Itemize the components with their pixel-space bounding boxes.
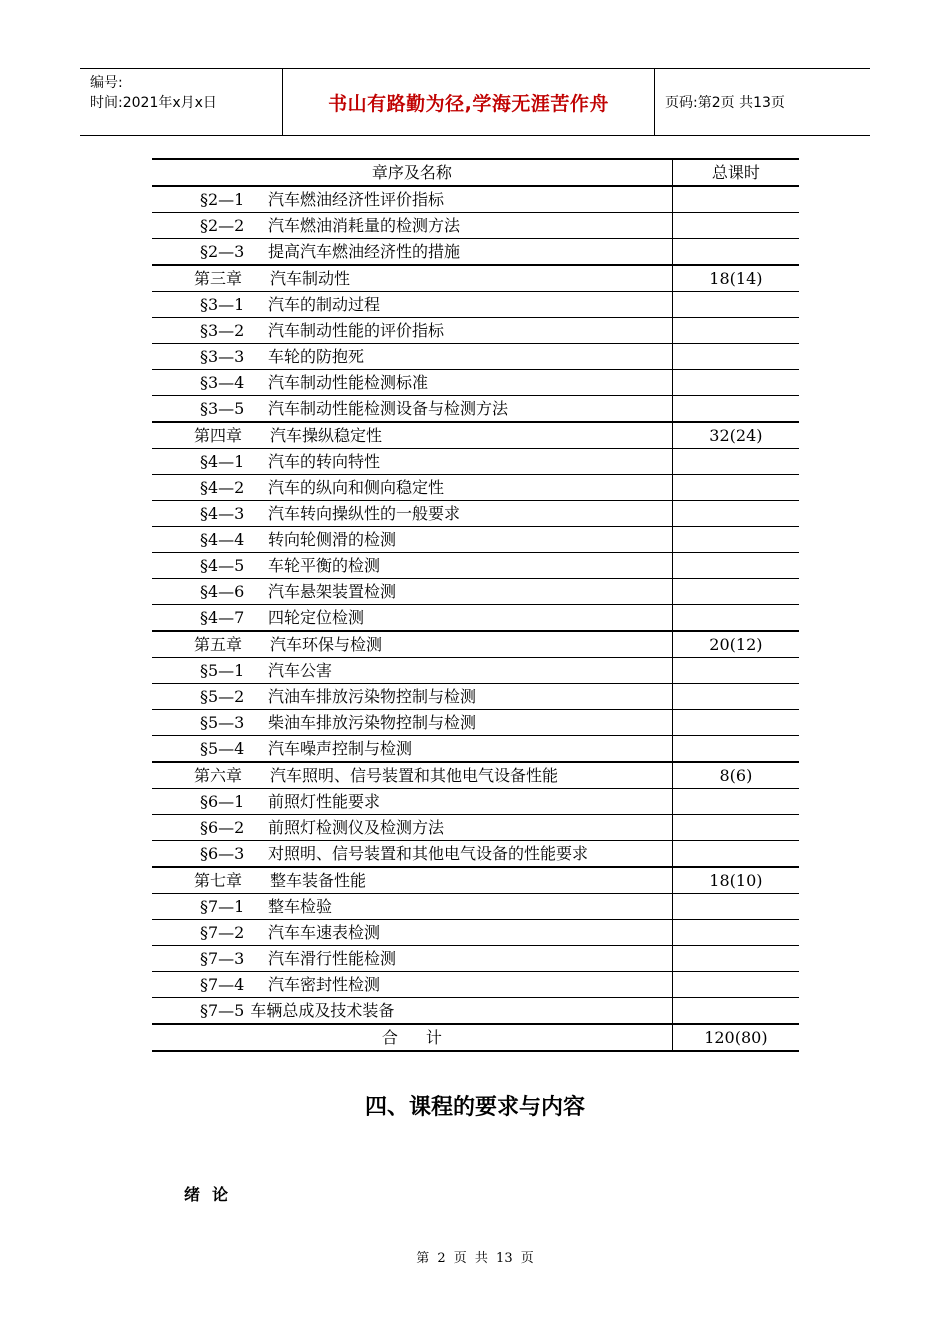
row-title-cell: [152, 946, 672, 972]
row-number: §3—5: [200, 398, 245, 418]
total-hours: 120(80): [672, 1024, 799, 1051]
row-hours-cell: [672, 553, 799, 579]
row-number: §2—3: [200, 241, 245, 261]
page-footer: 第 2 页 共 13 页: [416, 1251, 534, 1266]
row-hours-cell: [672, 344, 799, 370]
course-hours-table: [152, 158, 799, 1052]
row-number: §5—3: [200, 712, 245, 732]
column-header-name: 章序及名称: [152, 159, 672, 186]
row-title-cell: [152, 972, 672, 998]
row-number: §4—6: [200, 581, 245, 601]
row-title: 车轮的防抱死: [268, 346, 365, 366]
chapter-row: [152, 422, 799, 449]
section-row: [152, 710, 799, 736]
row-number: §4—2: [200, 477, 245, 497]
row-title: 整车装备性能: [270, 870, 367, 890]
row-title-cell: [152, 292, 672, 318]
row-title: 提高汽车燃油经济性的措施: [268, 241, 461, 261]
row-title: 汽车滑行性能检测: [268, 948, 397, 968]
row-hours-cell: [672, 213, 799, 239]
row-title: 汽车环保与检测: [270, 634, 383, 654]
row-hours-cell: [672, 292, 799, 318]
row-title: 整车检验: [268, 896, 333, 916]
row-number: §2—1: [200, 189, 245, 209]
row-hours-cell: [672, 841, 799, 868]
row-title-cell: [152, 736, 672, 763]
table-body: [152, 186, 799, 1024]
row-title: 汽车燃油消耗量的检测方法: [268, 215, 461, 235]
row-title-cell: [152, 527, 672, 553]
row-title-cell: [152, 815, 672, 841]
row-number: §6—2: [200, 817, 245, 837]
section-row: [152, 475, 799, 501]
document-number-label: 编号:: [90, 75, 123, 91]
row-title: 对照明、信号装置和其他电气设备的性能要求: [268, 843, 589, 863]
table-total-row: [152, 1024, 799, 1051]
section-row: [152, 553, 799, 579]
row-title: 汽车转向操纵性的一般要求: [268, 503, 461, 523]
section-row: [152, 815, 799, 841]
row-title: 汽车的转向特性: [268, 451, 381, 471]
row-title-cell: [152, 998, 672, 1025]
row-hours-cell: [672, 684, 799, 710]
section-row: [152, 920, 799, 946]
row-hours-cell: [672, 449, 799, 475]
row-number: §4—3: [200, 503, 245, 523]
row-title-cell: [152, 658, 672, 684]
chapter-row: [152, 867, 799, 894]
row-title: 汽车制动性: [270, 268, 351, 288]
row-title-cell: [152, 710, 672, 736]
section-row: [152, 501, 799, 527]
row-number: 第七章: [194, 870, 243, 890]
section-row: [152, 239, 799, 266]
row-title: 汽车噪声控制与检测: [268, 738, 413, 758]
row-hours-cell: [672, 370, 799, 396]
row-number: §4—1: [200, 451, 245, 471]
row-number: §4—4: [200, 529, 245, 549]
chapter-row: [152, 762, 799, 789]
row-title-cell: [152, 265, 672, 292]
section-row: [152, 605, 799, 632]
section-row: [152, 318, 799, 344]
row-title-cell: [152, 213, 672, 239]
row-hours-cell: [672, 998, 799, 1025]
row-title: 汽车操纵稳定性: [270, 425, 383, 445]
row-number: 第四章: [194, 425, 243, 445]
chapter-row: [152, 631, 799, 658]
row-hours-cell: [672, 186, 799, 213]
section-row: [152, 736, 799, 763]
row-hours-cell: [672, 396, 799, 423]
row-title: 转向轮侧滑的检测: [268, 529, 397, 549]
row-title: 柴油车排放污染物控制与检测: [268, 712, 477, 732]
row-title-cell: [152, 186, 672, 213]
header-page-info: 页码:第2页 共13页: [665, 95, 785, 111]
row-title: 汽车车速表检测: [268, 922, 381, 942]
row-title-cell: [152, 684, 672, 710]
row-title: 汽车燃油经济性评价指标: [268, 189, 445, 209]
section-row: [152, 292, 799, 318]
row-number: §6—3: [200, 843, 245, 863]
row-title: 车辆总成及技术装备: [250, 1000, 395, 1020]
row-hours-cell: [672, 605, 799, 632]
row-number: §3—4: [200, 372, 245, 392]
row-title-cell: [152, 475, 672, 501]
sub-heading: 绪论: [184, 1185, 241, 1204]
row-title: 汽车密封性检测: [268, 974, 381, 994]
row-title-cell: [152, 631, 672, 658]
section-row: [152, 998, 799, 1025]
table-header-row: [152, 159, 799, 186]
row-hours-cell: [672, 736, 799, 763]
document-date-label: 时间:2021年x月x日: [90, 95, 217, 111]
section-row: [152, 789, 799, 815]
row-number: §5—1: [200, 660, 245, 680]
section-row: [152, 579, 799, 605]
column-header-hours: 总课时: [672, 159, 799, 186]
section-row: [152, 658, 799, 684]
row-hours-cell: [672, 920, 799, 946]
row-title-cell: [152, 553, 672, 579]
row-number: §3—3: [200, 346, 245, 366]
section-row: [152, 344, 799, 370]
row-hours-cell: 32(24): [672, 422, 799, 449]
row-hours-cell: 18(14): [672, 265, 799, 292]
row-title-cell: [152, 579, 672, 605]
row-title: 前照灯检测仪及检测方法: [268, 817, 445, 837]
row-number: §3—2: [200, 320, 245, 340]
row-number: 第五章: [194, 634, 243, 654]
chapter-row: [152, 265, 799, 292]
row-hours-cell: [672, 894, 799, 920]
row-hours-cell: [672, 527, 799, 553]
row-number: §5—2: [200, 686, 245, 706]
row-title-cell: [152, 841, 672, 868]
row-title-cell: [152, 449, 672, 475]
row-title: 汽车制动性能检测标准: [268, 372, 429, 392]
row-number: §7—4: [200, 974, 245, 994]
row-title: 四轮定位检测: [268, 607, 365, 627]
row-hours-cell: 20(12): [672, 631, 799, 658]
row-title-cell: [152, 344, 672, 370]
header-meta: [80, 69, 283, 135]
row-title: 汽车公害: [268, 660, 333, 680]
row-number: §5—4: [200, 738, 245, 758]
section-row: [152, 946, 799, 972]
row-hours-cell: 8(6): [672, 762, 799, 789]
section-row: [152, 684, 799, 710]
row-hours-cell: [672, 239, 799, 266]
row-hours-cell: [672, 946, 799, 972]
row-number: §4—7: [200, 607, 245, 627]
row-hours-cell: [672, 579, 799, 605]
row-title: 汽油车排放污染物控制与检测: [268, 686, 477, 706]
row-title-cell: [152, 501, 672, 527]
page-header: [80, 68, 870, 136]
row-number: §3—1: [200, 294, 245, 314]
row-number: §4—5: [200, 555, 245, 575]
row-title-cell: [152, 318, 672, 344]
section-row: [152, 527, 799, 553]
row-title-cell: [152, 920, 672, 946]
row-number: §7—5: [200, 1000, 245, 1020]
row-hours-cell: [672, 972, 799, 998]
section-row: [152, 396, 799, 423]
section-row: [152, 841, 799, 868]
row-title-cell: [152, 762, 672, 789]
section-row: [152, 213, 799, 239]
row-number: §2—2: [200, 215, 245, 235]
total-label: 合计: [152, 1024, 672, 1051]
row-number: 第六章: [194, 765, 243, 785]
row-title: 汽车的纵向和侧向稳定性: [268, 477, 445, 497]
row-title-cell: [152, 396, 672, 423]
row-hours-cell: [672, 815, 799, 841]
row-title: 汽车的制动过程: [268, 294, 381, 314]
row-title-cell: [152, 867, 672, 894]
row-number: 第三章: [194, 268, 243, 288]
row-hours-cell: [672, 710, 799, 736]
row-title: 汽车悬架装置检测: [268, 581, 397, 601]
row-hours-cell: 18(10): [672, 867, 799, 894]
row-title: 前照灯性能要求: [268, 791, 381, 811]
row-title-cell: [152, 422, 672, 449]
row-title: 汽车照明、信号装置和其他电气设备性能: [270, 765, 559, 785]
section-heading: 四、课程的要求与内容: [364, 1095, 585, 1120]
row-title-cell: [152, 789, 672, 815]
row-hours-cell: [672, 658, 799, 684]
section-row: [152, 449, 799, 475]
row-title: 车轮平衡的检测: [268, 555, 381, 575]
row-title-cell: [152, 370, 672, 396]
row-title: 汽车制动性能的评价指标: [268, 320, 445, 340]
row-hours-cell: [672, 475, 799, 501]
section-row: [152, 894, 799, 920]
row-number: §6—1: [200, 791, 245, 811]
section-row: [152, 972, 799, 998]
row-number: §7—2: [200, 922, 245, 942]
row-title-cell: [152, 239, 672, 266]
header-motto: 书山有路勤为径,学海无涯苦作舟: [283, 69, 655, 135]
section-row: [152, 186, 799, 213]
row-hours-cell: [672, 789, 799, 815]
row-title: 汽车制动性能检测设备与检测方法: [268, 398, 509, 418]
row-title-cell: [152, 894, 672, 920]
row-title-cell: [152, 605, 672, 632]
row-hours-cell: [672, 501, 799, 527]
row-number: §7—3: [200, 948, 245, 968]
row-number: §7—1: [200, 896, 245, 916]
section-row: [152, 370, 799, 396]
row-hours-cell: [672, 318, 799, 344]
